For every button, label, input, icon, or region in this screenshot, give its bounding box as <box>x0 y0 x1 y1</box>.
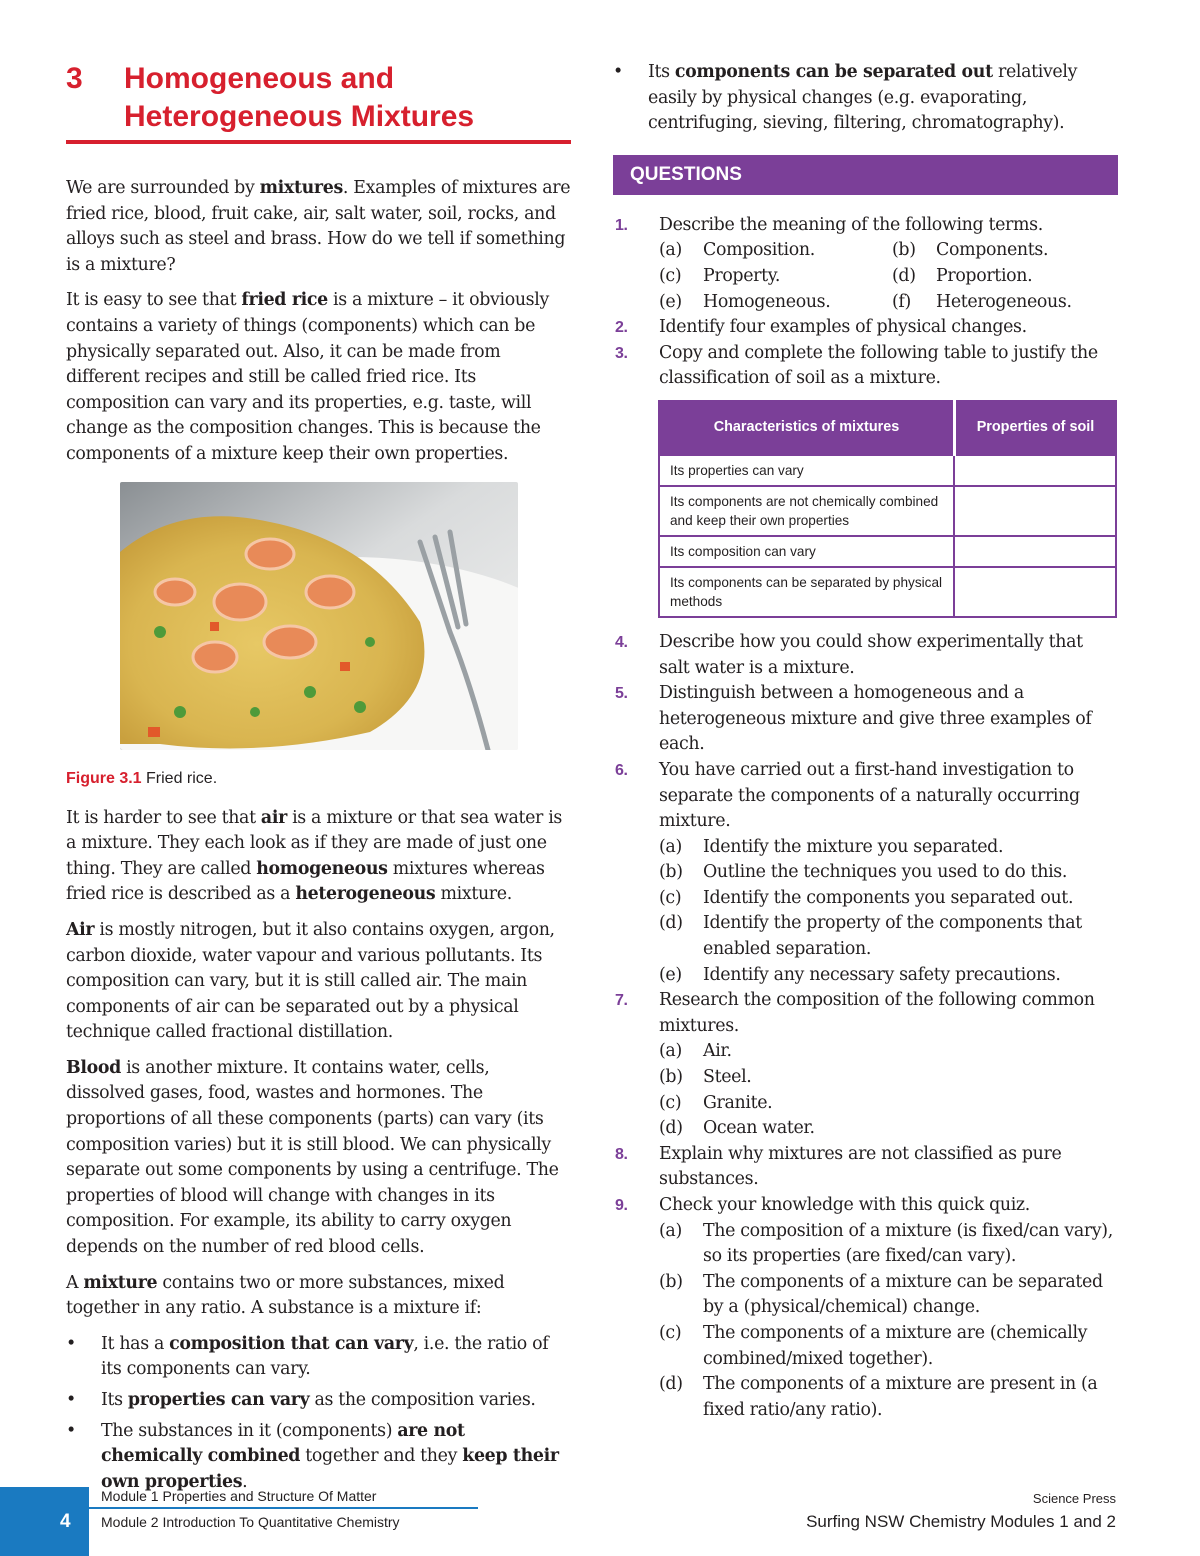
list-item: (a) Composition. <box>659 240 815 261</box>
intro-paragraph-2: It is easy to see that fried rice is a mixture – it obviously contains a variety of things (components) which can be physically separated out. Also, it can be made from different recipes and still be called fried rice. Its composition can vary and its properties, e.g. taste, will change as the composition changes. This is because the components of a mixture keep their own properties. <box>66 290 549 464</box>
table-row: Its properties can vary <box>659 455 1116 486</box>
footer-module-2: Module 2 Introduction To Quantitative Chemistry <box>101 1514 400 1530</box>
questions-list-continued <box>613 630 1118 1423</box>
question-4: 4. Describe how you could show experimentally that salt water is a mixture. <box>615 631 1083 678</box>
table-row: Its composition can vary <box>659 536 1116 567</box>
footer-module-1: Module 1 Properties and Structure Of Matter <box>101 1488 377 1504</box>
question-6: 6. You have carried out a first-hand investigation to separate the components of a naturally occurring mixture. (a) Identify the mixture you separated. (b) Outline the techniques you used to do this. (c) Identify the components you separated out. (d) Identify the property of the components that enabled separation. (e) Identify any necessary safety precautions. <box>613 758 1118 988</box>
figure-caption: Figure 3.1 Fried rice. <box>66 769 218 787</box>
section-heading <box>66 60 571 136</box>
list-item: (c) The components of a mixture are (chemically combined/mixed together). <box>659 1322 1088 1369</box>
terms-grid <box>659 238 1118 315</box>
footer-divider <box>89 1507 478 1509</box>
right-column <box>613 60 1118 1423</box>
fried-rice-photo <box>120 482 518 750</box>
question-7: 7. Research the composition of the following common mixtures. (a) Air. (b) Steel. (c) Granite. (d) Ocean water. <box>613 988 1118 1142</box>
list-item: (b) Components. <box>892 240 1049 261</box>
table-header-row <box>659 401 1116 455</box>
publisher-name: Science Press <box>1032 1491 1116 1506</box>
page-number-tab <box>0 1487 89 1556</box>
list-item: (d) The components of a mixture are present in (a fixed ratio/any ratio). <box>659 1374 1098 1420</box>
list-item: • It has a composition that can vary, i.e. the ratio of its components can vary. <box>66 1333 549 1380</box>
soil-properties-table <box>658 400 1117 618</box>
list-item: (a) Identify the mixture you separated. <box>659 836 1004 857</box>
list-item: (d) Ocean water. <box>659 1118 815 1139</box>
list-item: • Its properties can vary as the composition varies. <box>66 1390 536 1410</box>
list-item: (d) Identify the property of the components that enabled separation. <box>659 913 1082 960</box>
question-9: 9. Check your knowledge with this quick quiz. (a) The composition of a mixture (is fixed/can vary), so its properties (are fixed/can vary). (b) The components of a mixture can be separated by a (physical/chemical) change. (c) The components of a mixture are (chemically combined/mixed together). (d) The components of a mixture are present in (a fixed ratio/any ratio). <box>613 1193 1118 1423</box>
list-item: (e) Homogeneous. <box>659 291 831 312</box>
section-number: 3 <box>66 62 83 95</box>
list-item: (b) Outline the techniques you used to do this. <box>659 862 1068 883</box>
list-item: (c) Property. <box>659 265 781 286</box>
body-paragraph-air: Air is mostly nitrogen, but it also contains oxygen, argon, carbon dioxide, water vapour and various pollutants. Its composition can vary, but it is still called air. The main components of air can be separated out by a physical technique called fractional distillation. <box>66 919 555 1043</box>
list-item: (d) Proportion. <box>892 265 1033 286</box>
column-header: Characteristics of mixtures <box>659 401 954 455</box>
question-2: 2. Identify four examples of physical changes. <box>615 317 1027 338</box>
questions-list <box>613 213 1118 392</box>
book-title: Surfing NSW Chemistry Modules 1 and 2 <box>806 1512 1116 1531</box>
list-item: (f) Heterogeneous. <box>892 291 1072 312</box>
left-column <box>66 60 571 1500</box>
page-number: 4 <box>60 1511 71 1532</box>
list-item: (b) Steel. <box>659 1067 752 1088</box>
column-header: Properties of soil <box>954 401 1116 455</box>
table-row: Its components can be separated by physical methods <box>659 567 1116 617</box>
body-paragraph-mixture-definition: A mixture contains two or more substances, mixed together in any ratio. A substance is a mixture if: <box>66 1272 505 1319</box>
question-8: 8. Explain why mixtures are not classified as pure substances. <box>615 1143 1062 1190</box>
list-item: • Its components can be separated out relatively easily by physical changes (e.g. evaporating, centrifuging, sieving, filtering, chromatography). <box>613 62 1078 134</box>
list-item: (c) Granite. <box>659 1092 773 1113</box>
table-row: Its components are not chemically combined and keep their own properties <box>659 486 1116 536</box>
questions-heading: QUESTIONS <box>613 155 1118 195</box>
body-paragraph-blood: Blood is another mixture. It contains water, cells, dissolved gases, food, wastes and hormones. The proportions of all these components (parts) can vary (its composition varies) but it is still blood. We can physically separate out some components by using a centrifuge. The properties of blood will change with changes in its composition. For example, its ability to carry oxygen depends on the number of red blood cells. <box>66 1057 559 1258</box>
mixture-criteria-list <box>66 1332 571 1496</box>
list-item: (c) Identify the components you separated out. <box>659 887 1074 908</box>
question-5: 5. Distinguish between a homogeneous and a heterogeneous mixture and give three examples of each. <box>615 683 1092 755</box>
list-item: (a) The composition of a mixture (is fixed/can vary), so its properties (are fixed/can vary). <box>659 1220 1113 1267</box>
title-underline <box>66 140 571 144</box>
list-item: (e) Identify any necessary safety precautions. <box>659 964 1061 985</box>
list-item: (a) Air. <box>659 1041 732 1062</box>
section-title-line1: Homogeneous and <box>124 62 395 95</box>
list-item: • The substances in it (components) are not chemically combined together and they keep their own properties. <box>66 1420 559 1492</box>
question-1: 1. Describe the meaning of the following terms. (a) Composition. (b) Components. (c) Property. (d) Proportion. (e) Homogeneous. (f) Heterogeneous. <box>613 213 1118 315</box>
question-3: 3. Copy and complete the following table to justify the classification of soil as a mixture. <box>615 342 1098 389</box>
list-item: (b) The components of a mixture can be separated by a (physical/chemical) change. <box>659 1271 1103 1318</box>
intro-paragraph-1: We are surrounded by mixtures. Examples of mixtures are fried rice, blood, fruit cake, air, salt water, soil, rocks, and alloys such as steel and brass. How do we tell if something is a mixture? <box>66 178 571 275</box>
section-title-line2: Heterogeneous Mixtures <box>124 100 475 133</box>
body-paragraph-air-homogeneous: It is harder to see that air is a mixture or that sea water is a mixture. They each look as if they are made of just one thing. They are called homogeneous mixtures whereas fried rice is described as a heterogeneous mixture. <box>66 807 562 905</box>
